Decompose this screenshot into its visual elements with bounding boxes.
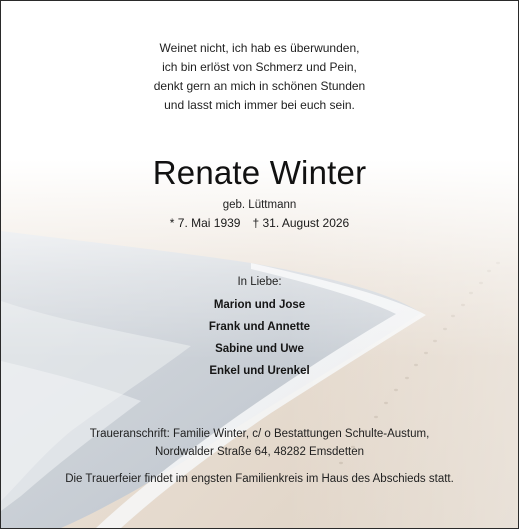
mourner-entry: Frank und Annette bbox=[208, 321, 311, 333]
poem-line: ich bin erlöst von Schmerz und Pein, bbox=[162, 60, 357, 74]
funeral-note: Die Trauerfeier findet im engsten Familienkreis im Haus des Abschieds statt. bbox=[65, 473, 454, 485]
poem-line: denkt gern an mich in schönen Stunden bbox=[153, 79, 366, 93]
mourners-intro: In Liebe: bbox=[237, 276, 282, 288]
memorial-poem bbox=[1, 39, 518, 115]
address-line: Traueranschrift: Familie Winter, c/ o Bestattungen Schulte-Austum, bbox=[89, 428, 430, 440]
mourners-list bbox=[1, 296, 518, 384]
poem-line: und lasst mich immer bei euch sein. bbox=[164, 98, 355, 112]
death-date: † 31. August 2026 bbox=[252, 216, 350, 230]
mourner-entry: Marion und Jose bbox=[213, 299, 306, 311]
poem-line: Weinet nicht, ich hab es überwunden, bbox=[159, 41, 360, 55]
deceased-name: Renate Winter bbox=[152, 154, 367, 191]
birth-date: * 7. Mai 1939 bbox=[169, 216, 241, 230]
obituary-content bbox=[1, 1, 518, 528]
mourner-entry: Sabine und Uwe bbox=[215, 343, 304, 355]
mourning-address bbox=[1, 425, 518, 461]
birth-name: geb. Lüttmann bbox=[222, 199, 297, 211]
address-line: Nordwalder Straße 64, 48282 Emsdetten bbox=[154, 446, 365, 458]
life-dates bbox=[1, 215, 518, 231]
mourner-entry: Enkel und Urenkel bbox=[209, 365, 310, 377]
